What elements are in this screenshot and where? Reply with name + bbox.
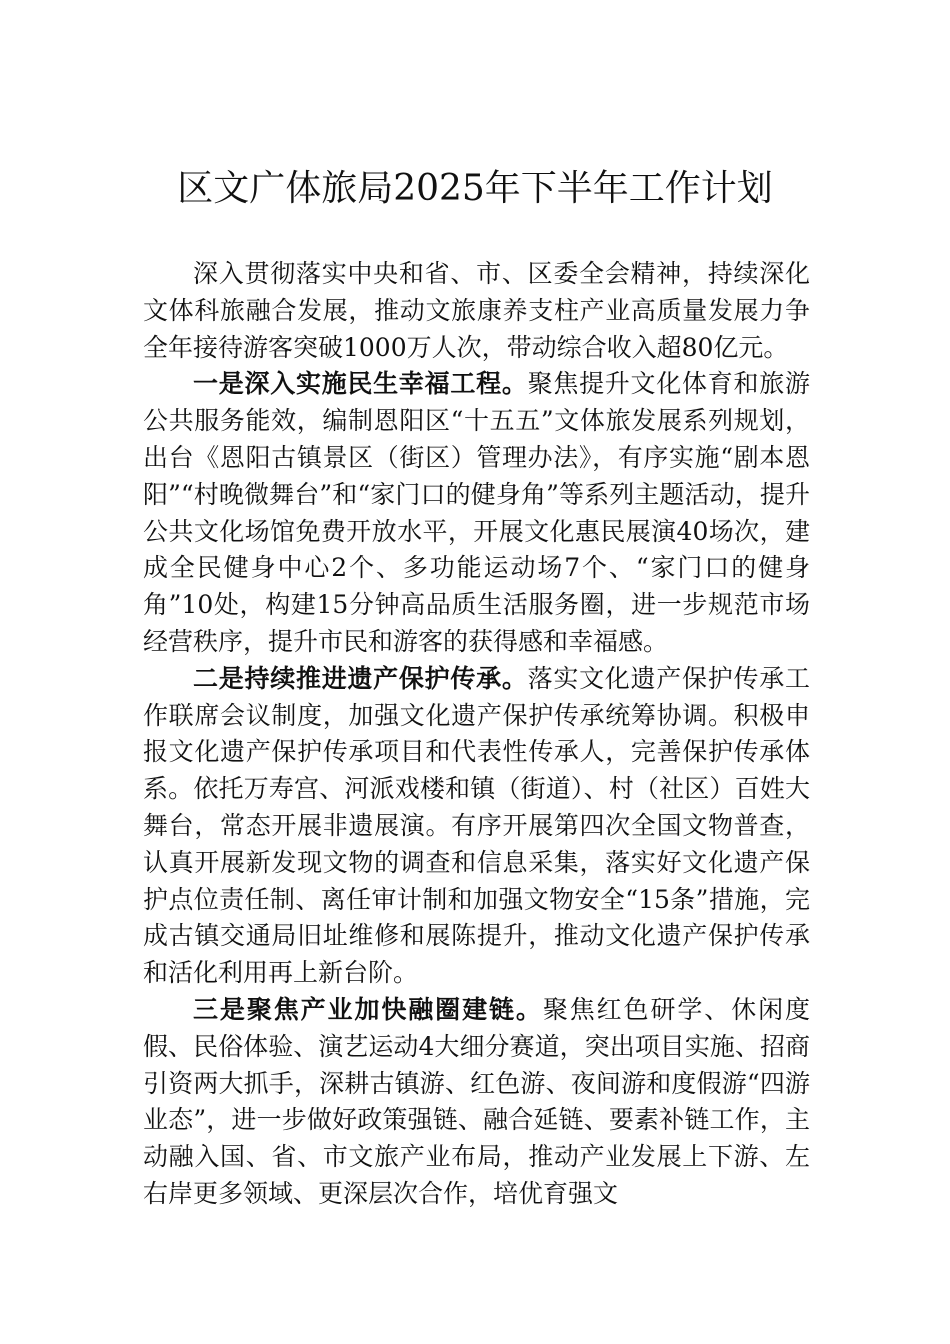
document-body <box>143 256 810 1213</box>
paragraph-heritage-heading: 二是持续推进遗产保护传承。 <box>193 663 528 693</box>
paragraph-heritage-text: 落实文化遗产保护传承工作联席会议制度，加强文化遗产保护传承统筹协调。积极申报文化遗产保护传承项目和代表性传承人，完善保护传承体系。依托万寿宫、河派戏楼和镇（街道）、村（社区）百姓大舞台，常态开展非遗展演。有序开展第四次全国文物普查，认真开展新发现文物的调查和信息采集，落实好文化遗产保护点位责任制、离任审计制和加强文物安全“15条”措施，完成古镇交通局旧址维修和展陈提升，推动文化遗产保护传承和活化利用再上新台阶。 <box>143 663 810 988</box>
paragraph-intro-text: 深入贯彻落实中央和省、市、区委全会精神，持续深化文体科旅融合发展，推动文旅康养支柱产业高质量发展力争全年接待游客突破1000万人次，带动综合收入超80亿元。 <box>143 259 810 362</box>
paragraph-industry-heading: 三是聚焦产业加快融圈建链。 <box>193 994 543 1024</box>
document-title: 区文广体旅局2025年下半年工作计划 <box>177 168 773 209</box>
paragraph-heritage <box>143 661 810 992</box>
paragraph-livelihood-text: 聚焦提升文化体育和旅游公共服务能效，编制恩阳区“十五五”文体旅发展系列规划，出台《恩阳古镇景区（街区）管理办法》，有序实施“剧本恩阳”“村晚微舞台”和“家门口的健身角”等系列主题活动，提升公共文化场馆免费开放水平，开展文化惠民展演40场次，建成全民健身中心2个、多功能运动场7个、“家门口的健身角”10处，构建15分钟高品质生活服务圈，进一步规范市场经营秩序，提升市民和游客的获得感和幸福感。 <box>143 369 810 656</box>
paragraph-industry <box>143 992 810 1213</box>
paragraph-intro <box>143 256 810 366</box>
paragraph-livelihood <box>143 366 810 660</box>
paragraph-livelihood-heading: 一是深入实施民生幸福工程。 <box>193 369 528 399</box>
paragraph-industry-text: 聚焦红色研学、休闲度假、民俗体验、演艺运动4大细分赛道，突出项目实施、招商引资两大抓手，深耕古镇游、红色游、夜间游和度假游“四游业态”，进一步做好政策强链、融合延链、要素补链工作，主动融入国、省、市文旅产业布局，推动产业发展上下游、左右岸更多领域、更深层次合作，培优育强文 <box>143 994 810 1208</box>
